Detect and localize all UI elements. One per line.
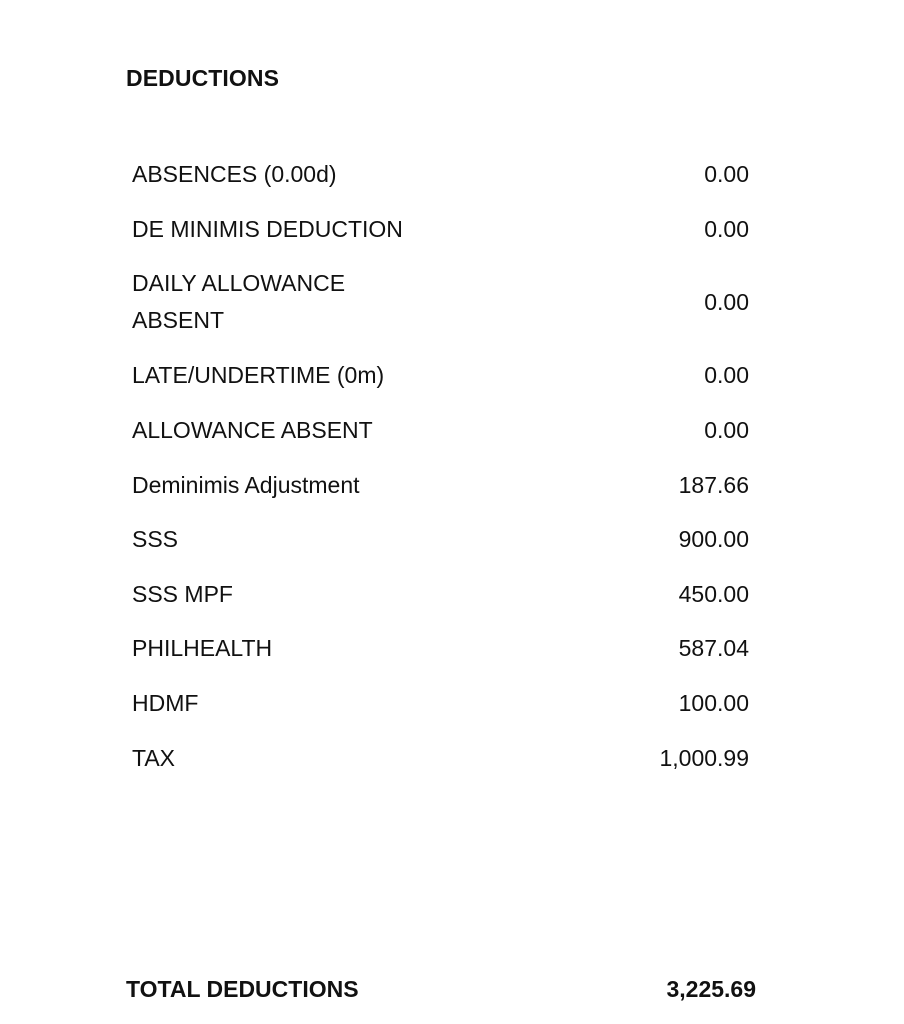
deduction-amount: 0.00 [704,216,749,242]
deduction-label: DAILY ALLOWANCE ABSENT [132,270,346,333]
deduction-amount: 450.00 [678,581,749,607]
deduction-label: DE MINIMIS DEDUCTION [132,216,403,242]
deduction-label: SSS [132,526,179,552]
deduction-label: ALLOWANCE ABSENT [132,417,373,443]
total-deductions-label: TOTAL DEDUCTIONS [126,976,359,1002]
deduction-label: PHILHEALTH [132,635,273,661]
deduction-amount: 587.04 [678,635,749,661]
deduction-amount: 0.00 [704,362,749,388]
deduction-row-philhealth [132,630,749,667]
deductions-heading: DEDUCTIONS [126,65,280,91]
deduction-row-de-minimis [132,211,749,248]
deduction-amount: 100.00 [678,690,749,716]
deduction-row-absences [132,156,749,193]
deduction-amount: 187.66 [678,472,749,498]
total-deductions-row [126,973,756,1005]
deduction-amount: 0.00 [704,161,749,187]
deduction-row-allowance-absent [132,412,749,449]
deduction-label: ABSENCES (0.00d) [132,161,337,187]
deduction-amount: 900.00 [678,526,749,552]
deduction-label: SSS MPF [132,581,233,607]
deduction-amount: 0.00 [704,417,749,443]
deduction-row-late-undertime [132,357,749,394]
deduction-row-sss [132,521,749,558]
deduction-row-daily-allowance-absent [132,265,749,339]
deduction-row-tax [132,740,749,777]
deduction-amount: 1,000.99 [659,745,749,771]
deduction-amount: 0.00 [704,288,749,315]
deduction-row-sss-mpf [132,576,749,613]
deduction-row-hdmf [132,685,749,722]
deduction-row-deminimis-adjustment [132,467,749,504]
deduction-label: HDMF [132,690,199,716]
total-deductions-amount: 3,225.69 [666,976,756,1002]
deduction-label: TAX [132,745,176,771]
deduction-label: LATE/UNDERTIME (0m) [132,362,385,388]
deduction-label: Deminimis Adjustment [132,472,360,498]
